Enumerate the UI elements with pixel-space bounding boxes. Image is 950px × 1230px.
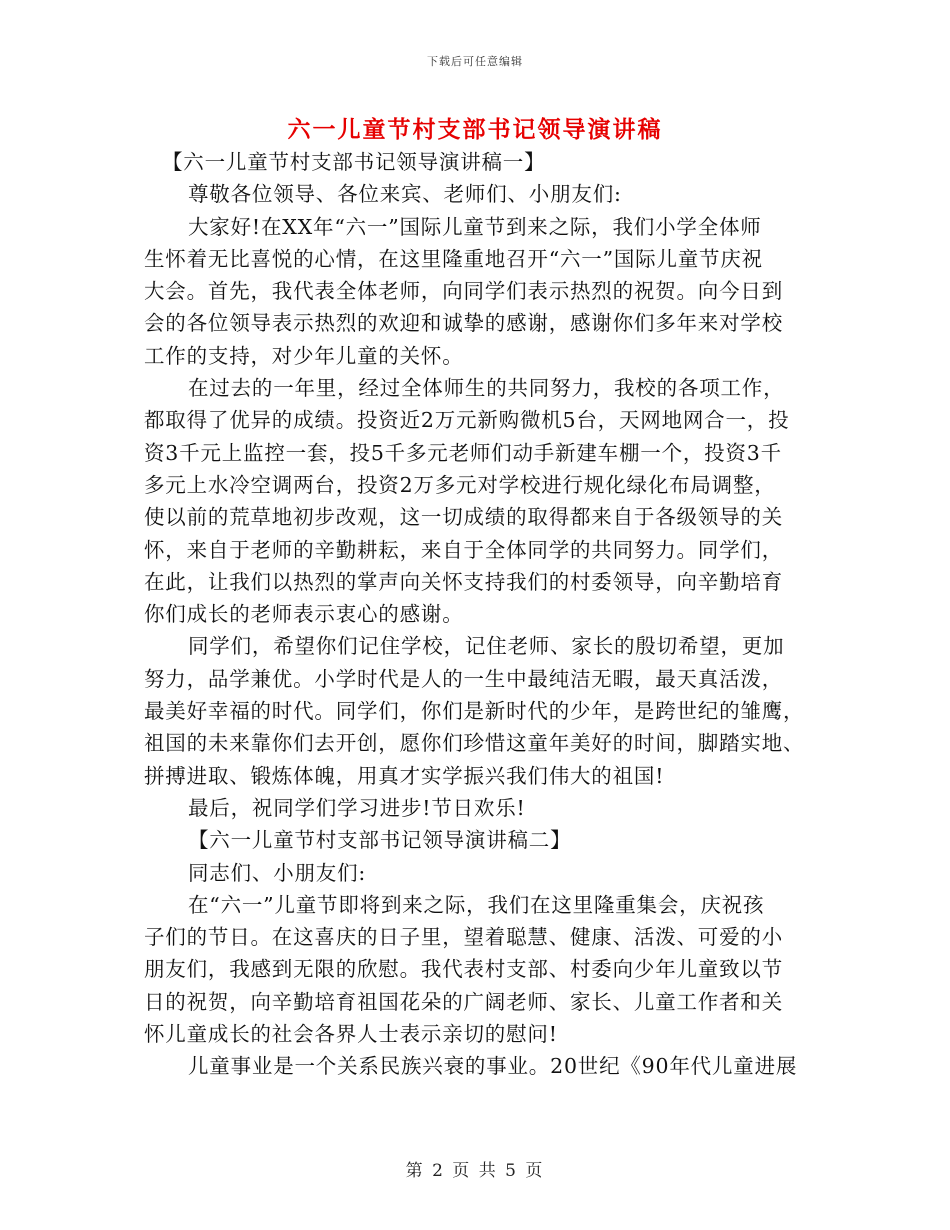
section-heading-2: 【六一儿童节村支部书记领导演讲稿二】 (188, 828, 572, 853)
paragraph-line: 朋友们，我感到无限的欣慰。我代表村支部、村委向少年儿童致以节 (144, 957, 783, 982)
paragraph-line: 在过去的一年里，经过全体师生的共同努力，我校的各项工作， (188, 376, 785, 401)
paragraph-line: 都取得了优异的成绩。投资近2万元新购微机5台，天网地网合一，投 (144, 408, 790, 433)
paragraph-line: 最美好幸福的时代。同学们，你们是新时代的少年，是跨世纪的雏鹰， (144, 699, 805, 724)
paragraph-line: 资3千元上监控一套，投5千多元老师们动手新建车棚一个，投资3千 (144, 440, 782, 465)
paragraph-line: 你们成长的老师表示衷心的感谢。 (144, 602, 464, 627)
greeting-1: 尊敬各位领导、各位来宾、老师们、小朋友们: (188, 182, 622, 207)
document-title: 六一儿童节村支部书记领导演讲稿 (287, 117, 663, 143)
paragraph-line: 怀，来自于老师的辛勤耕耘，来自于全体同学的共同努力。同学们， (144, 537, 783, 562)
paragraph-line: 使以前的荒草地初步改观，这一切成绩的取得都来自于各级领导的关 (144, 505, 783, 530)
paragraph-line: 工作的支持，对少年儿童的关怀。 (144, 343, 464, 368)
paragraph-line: 拼搏进取、锻炼体魄，用真才实学振兴我们伟大的祖国! (144, 763, 665, 788)
paragraph-line: 子们的节日。在这喜庆的日子里，望着聪慧、健康、活泼、可爱的小 (144, 925, 783, 950)
paragraph-line: 儿童事业是一个关系民族兴衰的事业。20世纪《90年代儿童进展 (188, 1054, 798, 1079)
paragraph-line: 在此，让我们以热烈的掌声向关怀支持我们的村委领导，向辛勤培育 (144, 569, 783, 594)
paragraph-line: 怀儿童成长的社会各界人士表示亲切的慰问! (144, 1022, 558, 1047)
closing-line: 最后，祝同学们学习进步!节日欢乐! (188, 795, 526, 820)
paragraph-line: 祖国的未来靠你们去开创，愿你们珍惜这童年美好的时间，脚踏实地、 (144, 731, 805, 756)
paragraph-line: 努力，品学兼优。小学时代是人的一生中最纯洁无暇，最天真活泼， (144, 666, 783, 691)
paragraph-line: 多元上水冷空调两台，投资2万多元对学校进行规化绿化布局调整， (144, 472, 776, 497)
greeting-2: 同志们、小朋友们: (188, 860, 367, 885)
document-body (144, 146, 814, 1083)
paragraph-line: 大会。首先，我代表全体老师，向同学们表示热烈的祝贺。向今日到 (144, 279, 783, 304)
page-number-footer: 第 2 页 共 5 页 (405, 1161, 545, 1181)
section-heading-1: 【六一儿童节村支部书记领导演讲稿一】 (162, 150, 546, 174)
paragraph-line: 大家好!在XX年“六一”国际儿童节到来之际，我们小学全体师 (188, 214, 762, 239)
paragraph-line: 日的祝贺，向辛勤培育祖国花朵的广阔老师、家长、儿童工作者和关 (144, 989, 783, 1014)
paragraph-line: 在“六一”儿童节即将到来之际，我们在这里隆重集会，庆祝孩 (188, 892, 765, 917)
paragraph-line: 会的各位领导表示热烈的欢迎和诚挚的感谢，感谢你们多年来对学校 (144, 311, 783, 336)
header-note: 下载后可任意编辑 (427, 55, 523, 68)
paragraph-line: 生怀着无比喜悦的心情，在这里隆重地召开“六一”国际儿童节庆祝 (144, 246, 763, 271)
paragraph-line: 同学们，希望你们记住学校，记住老师、家长的殷切希望，更加 (188, 634, 785, 659)
